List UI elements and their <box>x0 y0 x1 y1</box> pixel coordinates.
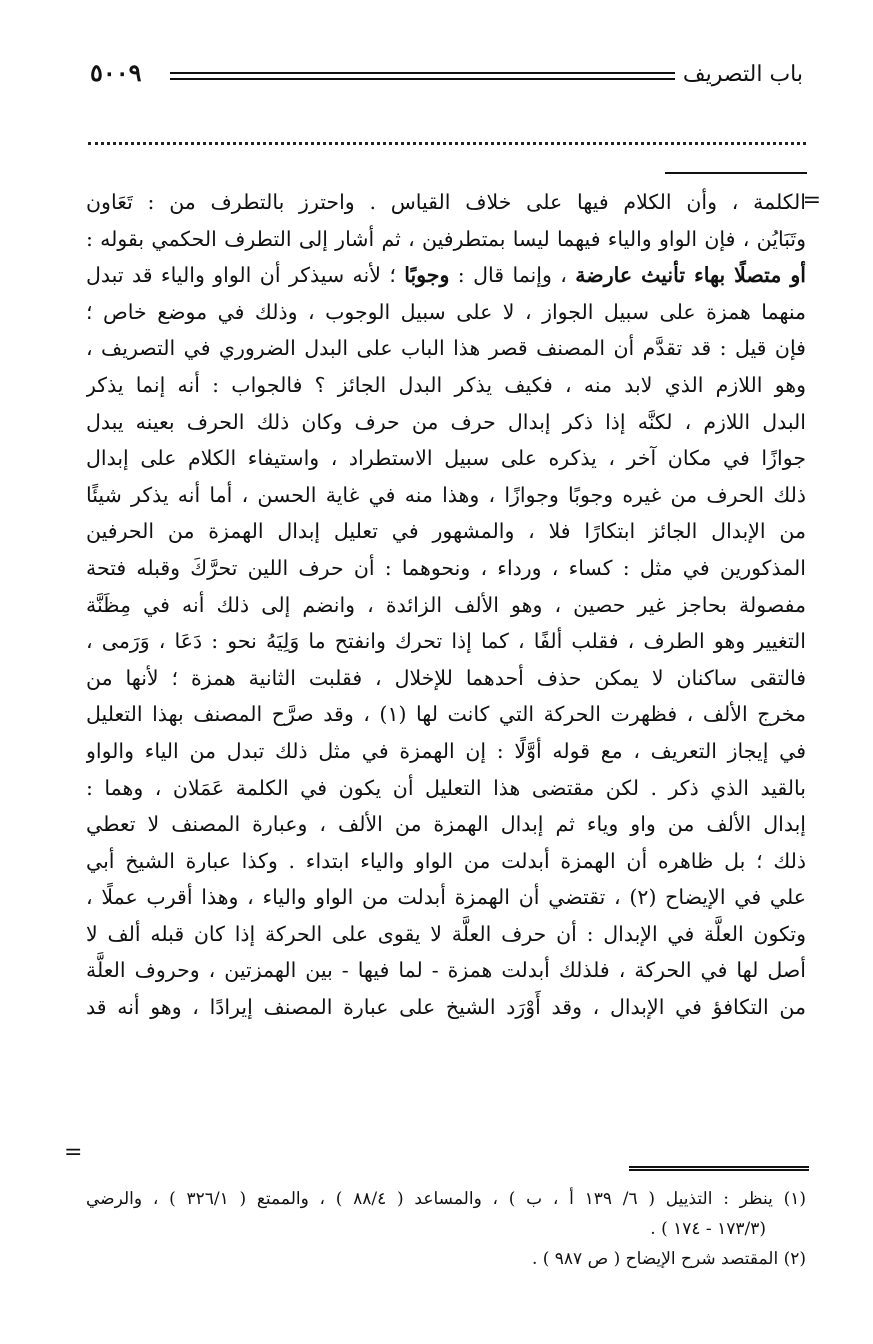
text-line: وهو اللازم الذي لابد منه ، فكيف يذكر البدل الجائز ؟ فالجواب : أنه إنما يذكر <box>86 372 806 397</box>
text-line: بالقيد الذي ذكر . لكن مقتضى هذا التعليل أن يكون في الكلمة عَمَلان ، وهما : <box>86 775 806 800</box>
text-line: من الإبدال الجائز ابتكارًا فلا ، والمشهور في تعليل إبدال الهمزة من الحرفين <box>86 519 806 544</box>
footnote-separator <box>629 1166 809 1171</box>
text-line: جوازًا في مكان آخر ، يذكره على سبيل الاستطراد ، واستيفاء الكلام على إبدال <box>86 446 806 471</box>
text-line: وتَبَايُن ، فإن الواو والياء فيهما ليسا بمتطرفين ، ثم أشار إلى التطرف الحكمي بقوله : <box>86 226 806 251</box>
text-line: ذلك الحرف من غيره وجوبًا وجوازًا ، وهذا منه في غاية الحسن ، أما أنه يذكر شيئًا <box>86 482 806 507</box>
footnotes <box>86 1184 806 1274</box>
text-line: ذلك ؛ بل ظاهره أن الهمزة أبدلت من الواو والياء ابتداء . وكذا عبارة الشيخ أبي <box>86 848 806 873</box>
text-segment: ؛ لأنه سيذكر أن الواو والياء قد تبدل <box>86 263 405 288</box>
text-line: أصل لها في الحركة ، فلذلك أبدلت همزة - لما فيها - بين الهمزتين ، وحروف العلَّة <box>86 958 806 983</box>
text-line: التغيير وهو الطرف ، فقلب ألفًا ، كما إذا تحرك وانفتح ما وَلِيَهُ نحو : دَعَا ، وَرَمى ، <box>86 629 806 654</box>
footnote-1-continued: (١٧٣/٣ - ١٧٤ ) . <box>650 1219 766 1239</box>
page-header <box>90 58 803 94</box>
running-title: باب التصريف <box>682 62 803 87</box>
footnote-1: (١) ينظر : التذييل ( ٦/ ١٣٩ أ ، ب ) ، والمساعد ( ٨٨/٤ ) ، والممتع ( ٣٢٦/١ ) ، والرضي <box>86 1189 807 1209</box>
text-segment: ، وإنما قال : <box>449 263 576 288</box>
footnote-2: (٢) المقتصد شرح الإيضاح ( ص ٩٨٧ ) . <box>531 1249 806 1269</box>
section-rule <box>665 172 807 174</box>
text-line: في إيجاز التعريف ، مع قوله أوَّلًا : إن الهمزة في مثل ذلك تبدل من الياء والواو <box>86 738 806 763</box>
main-text <box>86 184 806 1026</box>
bold-quote: وجوبًا <box>404 263 450 288</box>
text-line: من التكافؤ في الإبدال ، وقد أَوْرَد الشيخ على عبارة المصنف إيرادًا ، وهو أنه قد <box>86 995 806 1020</box>
text-line: علي في الإيضاح (٢) ، تقتضي أن الهمزة أبدلت من الواو والياء ، وهذا أقرب عملًا ، <box>86 885 806 910</box>
continuation-marker-end: = <box>64 1140 83 1165</box>
text-line: فإن قيل : قد تقدَّم أن المصنف قصر هذا الباب على البدل الضروري في التصريف ، <box>86 336 806 361</box>
text-line: المذكورين في مثل : كساء ، ورداء ، ونحوهما : أن حرف اللين تحرَّكَ وقبله فتحة <box>86 555 806 580</box>
bold-quote: أو متصلًا بهاء تأنيث عارضة <box>575 263 806 288</box>
text-line: منهما همزة على سبيل الجواز ، لا على سبيل الوجوب ، وذلك في موضع خاص ؛ <box>86 299 806 324</box>
text-line: وتكون العلَّة في الإبدال : أن حرف العلَّة لا يقوى على الحركة إذا كان قبله ألف لا <box>86 921 806 946</box>
header-double-rule <box>170 72 675 80</box>
text-line: مخرج الألف ، فظهرت الحركة التي كانت لها (١) ، وقد صرَّح المصنف بهذا التعليل <box>86 702 806 727</box>
text-line: الكلمة ، وأن الكلام فيها على خلاف القياس . واحترز بالتطرف من : تَعَاون <box>86 190 806 214</box>
text-line: البدل اللازم ، لكنَّه إذا ذكر إبدال حرف من حرف وكان ذلك الحرف بعينه يبدل <box>86 409 806 434</box>
text-line: فالتقى ساكنان لا يمكن حذف أحدهما للإخلال ، فقلبت الثانية همزة ؛ لأنها من <box>86 665 806 690</box>
text-line-with-bold <box>86 257 806 294</box>
dotted-separator <box>88 128 806 145</box>
page-number: ٥٠٠٩ <box>90 58 142 87</box>
text-line: إبدال الألف من واو وياء ثم إبدال الهمزة من الألف ، وعبارة المصنف لا تعطي <box>86 812 806 837</box>
continuation-marker-start: = <box>802 188 821 213</box>
text-line: مفصولة بحاجز غير حصين ، وهو الألف الزائدة ، وانضم إلى ذلك أنه في مِظَنَّة <box>86 592 806 617</box>
